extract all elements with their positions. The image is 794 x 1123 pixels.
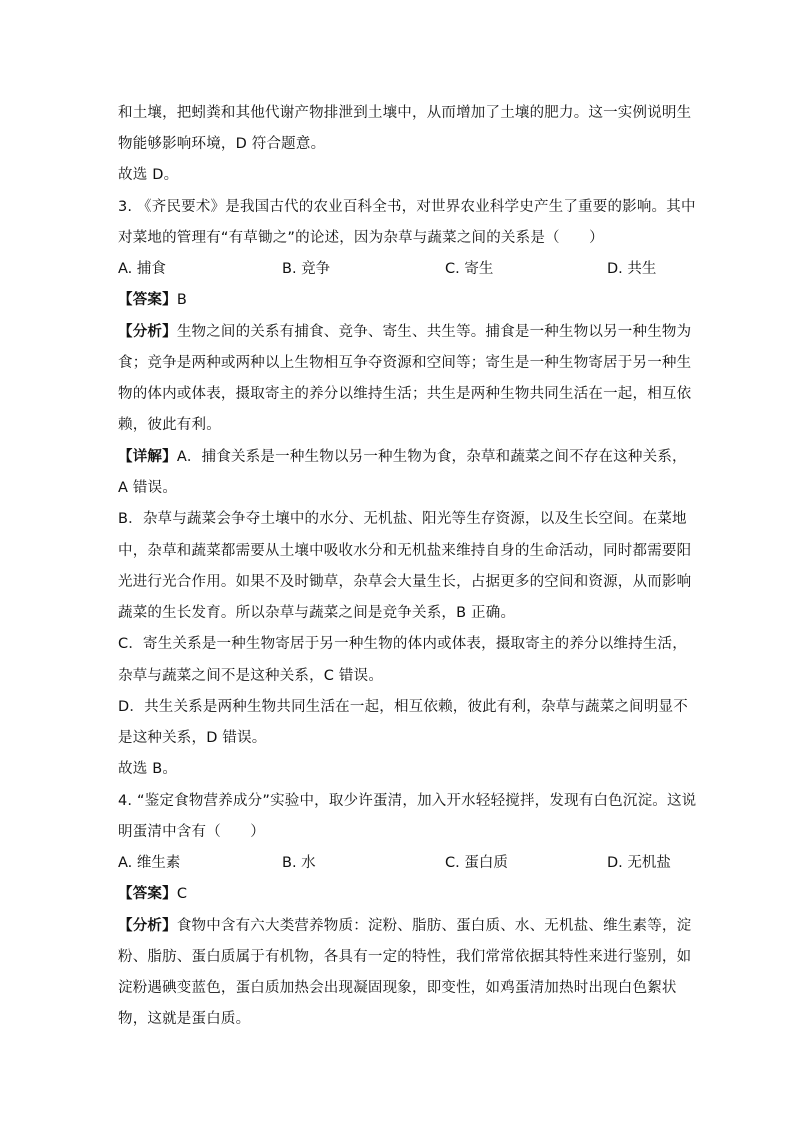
q4-answer (118, 884, 678, 904)
q3-detail-line-8: 杂草与蔬菜之间不是这种关系，C 错误。 (118, 668, 384, 684)
q4-analysis-line-3: 淀粉遇碘变蓝色，蛋白质加热会出现凝固现象，即变性，如鸡蛋清加热时出现白色絮状 (118, 980, 677, 996)
q4-analysis-tag: 【分析】 (118, 918, 177, 934)
q3-detail-line-6: 蔬菜的生长发育。所以杂草与蔬菜之间是竞争关系，B 正确。 (118, 605, 516, 621)
q4-option-b: B. 水 (282, 855, 316, 871)
q3-option-a: A. 捕食 (118, 261, 166, 277)
q4-analysis-text-1: 食物中含有六大类营养物质：淀粉、脂肪、蛋白质、水、无机盐、维生素等，淀 (176, 918, 692, 934)
q2-conclusion: 故选 D。 (118, 167, 179, 183)
q3-detail-line-5: 光进行光合作用。如果不及时锄草，杂草会大量生长，占据更多的空间和资源，从而影响 (118, 574, 692, 590)
q3-analysis-line-4: 赖，彼此有利。 (118, 417, 221, 433)
q4-answer-value: C (176, 886, 188, 902)
q3-analysis-line-1 (118, 322, 692, 342)
q4-analysis-line-1 (118, 916, 692, 936)
q3-detail-line-3: B．杂草与蔬菜会争夺土壤中的水分、无机盐、阳光等生存资源，以及生长空间。在菜地 (118, 511, 687, 527)
q3-detail-line-2: A 错误。 (118, 480, 178, 496)
q2-text-line-2: 物能够影响环境，D 符合题意。 (118, 136, 326, 152)
q4-analysis-line-4: 物，这就是蛋白质。 (118, 1011, 251, 1027)
q4-option-d: D. 无机盐 (607, 855, 671, 871)
q3-stem-line-1: 3. 《齐民要术》是我国古代的农业百科全书，对世界农业科学史产生了重要的影响。其中 (118, 199, 696, 215)
q3-stem-line-2: 对菜地的管理有“有草锄之”的论述，因为杂草与蔬菜之间的关系是（ ） (118, 230, 604, 246)
q4-option-a: A. 维生素 (118, 855, 181, 871)
q3-detail-line-1 (118, 447, 687, 467)
q3-detail-line-10: 是这种关系，D 错误。 (118, 730, 267, 746)
q3-analysis-line-3: 物的体内或体表，摄取寄主的养分以维持生活；共生是两种生物共同生活在一起，相互依 (118, 386, 692, 402)
q3-answer-value: B (176, 292, 187, 308)
q2-text-line-1: 和土壤，把蚓粪和其他代谢产物排泄到土壤中，从而增加了土壤的肥力。这一实例说明生 (118, 105, 692, 121)
q4-answer-tag: 【答案】 (118, 886, 177, 902)
q3-detail-text-1: A．捕食关系是一种生物以另一种生物为食，杂草和蔬菜之间不存在这种关系， (176, 449, 687, 465)
q3-detail-line-9: D．共生关系是两种生物共同生活在一起，相互依赖，彼此有利，杂草与蔬菜之间明显不 (118, 699, 688, 715)
q3-answer (118, 290, 678, 310)
q4-analysis-line-2: 粉、脂肪、蛋白质属于有机物，各具有一定的特性，我们常常依据其特性来进行鉴别，如 (118, 949, 692, 965)
q4-stem-line-2: 明蛋清中含有（ ） (118, 824, 265, 840)
q3-answer-tag: 【答案】 (118, 292, 177, 308)
q3-detail-line-7: C．寄生关系是一种生物寄居于另一种生物的体内或体表，摄取寄主的养分以维持生活， (118, 636, 687, 652)
q3-analysis-text-1: 生物之间的关系有捕食、竞争、寄生、共生等。捕食是一种生物以另一种生物为 (176, 324, 692, 340)
q4-stem-line-1: 4. “鉴定食物营养成分”实验中，取少许蛋清，加入开水轻轻搅拌，发现有白色沉淀。这说 (118, 793, 697, 809)
q3-analysis-line-2: 食；竞争是两种或两种以上生物相互争夺资源和空间等；寄生是一种生物寄居于另一种生 (118, 355, 692, 371)
q3-option-c: C. 寄生 (445, 261, 494, 277)
q3-option-b: B. 竞争 (282, 261, 331, 277)
q3-detail-tag: 【详解】 (118, 449, 177, 465)
q3-detail-line-4: 中，杂草和蔬菜都需要从土壤中吸收水分和无机盐来维持自身的生命活动，同时都需要阳 (118, 543, 692, 559)
q4-option-c: C. 蛋白质 (445, 855, 508, 871)
q3-option-d: D. 共生 (607, 261, 657, 277)
q3-analysis-tag: 【分析】 (118, 324, 177, 340)
q3-conclusion: 故选 B。 (118, 761, 178, 777)
